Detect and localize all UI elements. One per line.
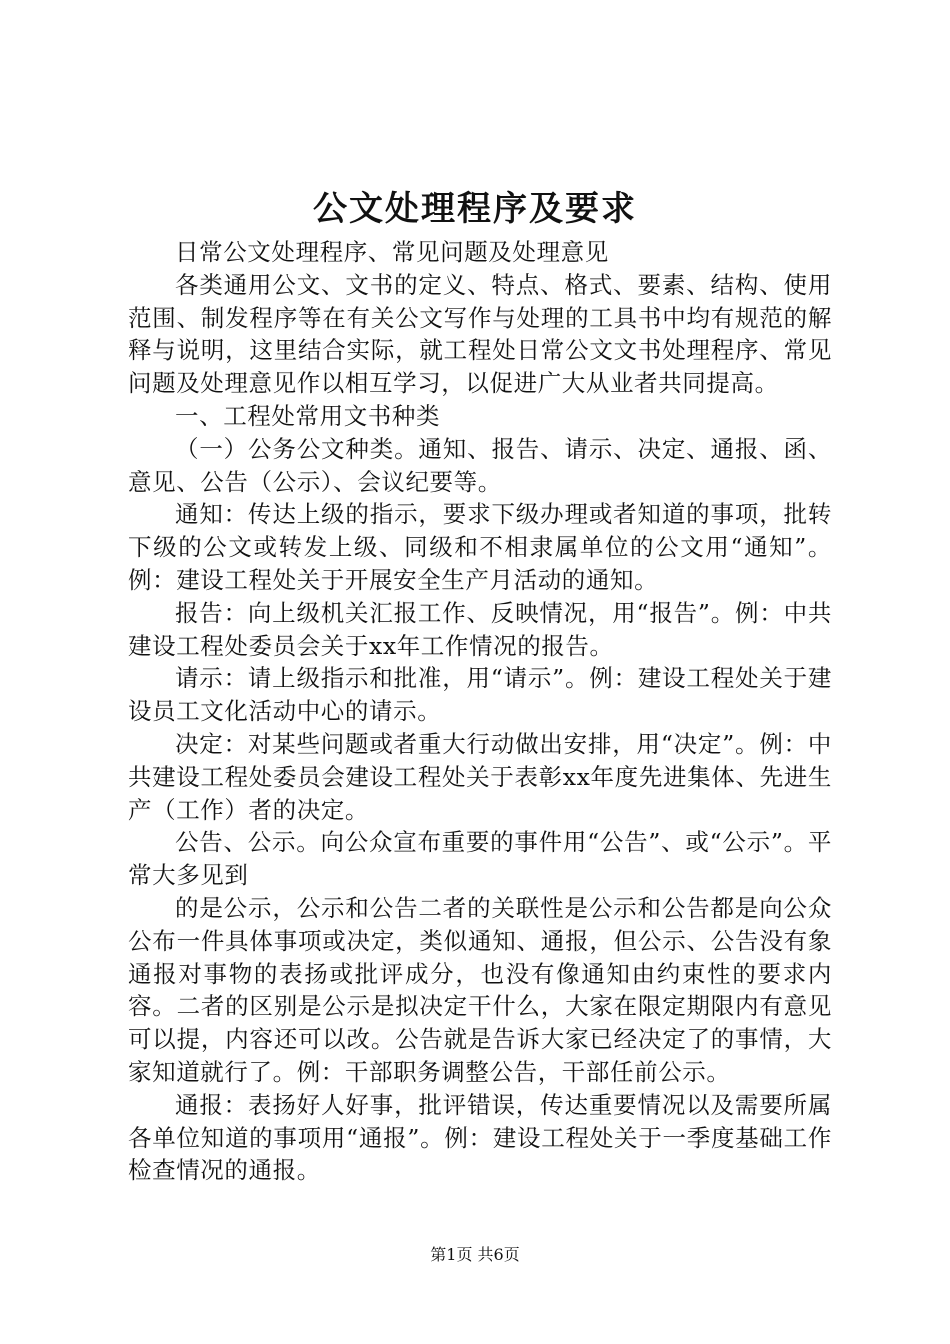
body-paragraph: 的是公示，公示和公告二者的关联性是公示和公告都是向公众公布一件具体事项或决定，类似通知、通报，但公示、公告没有象通报对事物的表扬或批评成分，也没有像通知由约束性的要求内容。二者的区别是公示是拟决定干什么，大家在限定期限内有意见可以提，内容还可以改。公告就是告诉大家已经决定了的事情，大家知道就行了。例：干部职务调整公告，干部任前公示。 xyxy=(128,893,832,1086)
body-paragraph: 日常公文处理程序、常见问题及处理意见 xyxy=(175,238,609,266)
page-number-footer: 第1页 共6页 xyxy=(430,1245,520,1264)
section-heading: 一、工程处常用文书种类 xyxy=(175,401,441,430)
document-title: 公文处理程序及要求 xyxy=(313,189,637,229)
body-paragraph: 决定：对某些问题或者重大行动做出安排，用“决定”。例：中共建设工程处委员会建设工程处关于表彰xx年度先进集体、先进生产（工作）者的决定。 xyxy=(128,729,832,824)
body-paragraph: 报告：向上级机关汇报工作、反映情况，用“报告”。例：中共建设工程处委员会关于xx年工作情况的报告。 xyxy=(128,598,832,660)
body-paragraph: 请示：请上级指示和批准，用“请示”。例：建设工程处关于建设员工文化活动中心的请示。 xyxy=(128,664,832,726)
body-paragraph: （一）公务公文种类。通知、报告、请示、决定、通报、函、意见、公告（公示）、会议纪要等。 xyxy=(128,434,832,496)
body-paragraph: 通知：传达上级的指示，要求下级办理或者知道的事项，批转下级的公文或转发上级、同级和不相隶属单位的公文用“通知”。例：建设工程处关于开展安全生产月活动的通知。 xyxy=(128,500,832,594)
body-paragraph: 通报：表扬好人好事，批评错误，传达重要情况以及需要所属各单位知道的事项用“通报”。例：建设工程处关于一季度基础工作检查情况的通报。 xyxy=(128,1090,832,1185)
body-paragraph: 各类通用公文、文书的定义、特点、格式、要素、结构、使用范围、制发程序等在有关公文写作与处理的工具书中均有规范的解释与说明，这里结合实际，就工程处日常公文文书处理程序、常见问题及处理意见作以相互学习，以促进广大从业者共同提高。 xyxy=(128,270,832,398)
document-body xyxy=(128,236,832,1187)
body-paragraph: 公告、公示。向公众宣布重要的事件用“公告”、或“公示”。平常大多见到 xyxy=(128,828,832,890)
